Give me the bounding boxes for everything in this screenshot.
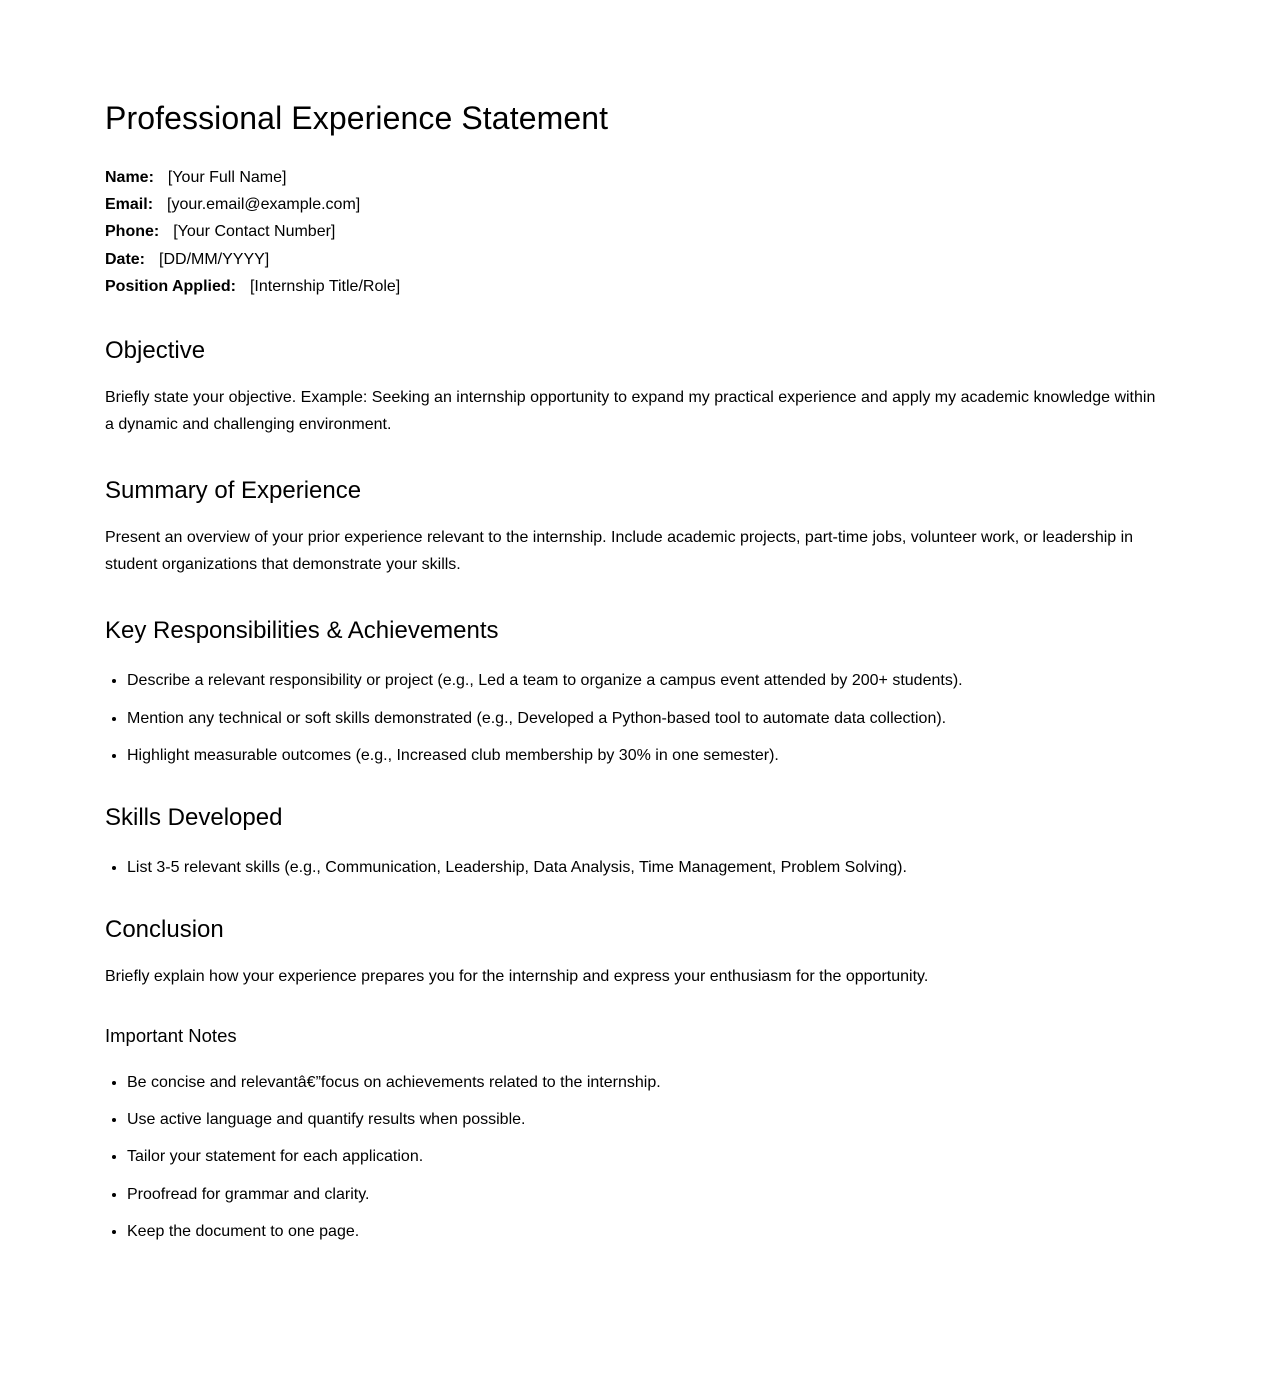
list-item: • Keep the document to one page. bbox=[127, 1222, 1165, 1242]
info-label: Position Applied: bbox=[105, 277, 236, 295]
info-label: Name: bbox=[105, 169, 154, 186]
list-item: • Proofread for grammar and clarity. bbox=[127, 1185, 1165, 1205]
contact-info bbox=[105, 164, 1165, 300]
document bbox=[105, 98, 1165, 1242]
info-label: Email: bbox=[105, 196, 154, 214]
responsibilities-heading: Key Responsibilities & Achievements bbox=[105, 617, 499, 645]
info-value: [Your Full Name] bbox=[167, 169, 287, 186]
notes-heading: Important Notes bbox=[105, 1025, 237, 1047]
list-item: • Mention any technical or soft skills demonstrated (e.g., Developed a Python-based tool to automate data collection). bbox=[127, 709, 1165, 729]
info-value: [Internship Title/Role] bbox=[249, 277, 401, 295]
summary-text: Present an overview of your prior experience relevant to the internship. Include academic projects, part-time jobs, volunteer work, or leadership in student organizations that demonstrate your skills. bbox=[105, 529, 1134, 574]
info-value: [your.email@example.com] bbox=[167, 196, 361, 214]
list-item: • Highlight measurable outcomes (e.g., Increased club membership by 30% in one semester). bbox=[127, 746, 1165, 766]
info-phone bbox=[105, 218, 1165, 245]
responsibilities-list bbox=[105, 671, 1165, 766]
summary-heading: Summary of Experience bbox=[105, 477, 362, 505]
notes-list bbox=[105, 1073, 1165, 1242]
info-email bbox=[105, 191, 1165, 218]
info-label: Phone: bbox=[105, 223, 160, 241]
list-item: • Describe a relevant responsibility or project (e.g., Led a team to organize a campus event attended by 200+ students). bbox=[127, 671, 1165, 691]
page-title: Professional Experience Statement bbox=[105, 100, 609, 136]
list-item: • Use active language and quantify results when possible. bbox=[127, 1110, 1165, 1130]
skills-heading: Skills Developed bbox=[105, 804, 283, 832]
info-value: [DD/MM/YYYY] bbox=[159, 250, 270, 268]
skills-list bbox=[105, 858, 1165, 878]
list-item: • List 3-5 relevant skills (e.g., Communication, Leadership, Data Analysis, Time Management, Problem Solving). bbox=[127, 858, 1165, 878]
list-item: • Tailor your statement for each application. bbox=[127, 1147, 1165, 1167]
conclusion-heading: Conclusion bbox=[105, 916, 224, 944]
info-name bbox=[105, 164, 1165, 191]
info-value: [Your Contact Number] bbox=[173, 223, 336, 241]
conclusion-text: Briefly explain how your experience prepares you for the internship and express your enthusiasm for the opportunity. bbox=[105, 968, 929, 986]
info-label: Date: bbox=[105, 250, 146, 268]
objective-text: Briefly state your objective. Example: Seeking an internship opportunity to expand my practical experience and apply my academic knowledge within a dynamic and challenging environment. bbox=[105, 389, 1156, 434]
info-date bbox=[105, 246, 1165, 273]
list-item: • Be concise and relevantâ€”focus on achievements related to the internship. bbox=[127, 1073, 1165, 1093]
objective-heading: Objective bbox=[105, 337, 206, 365]
info-position bbox=[105, 273, 1165, 300]
